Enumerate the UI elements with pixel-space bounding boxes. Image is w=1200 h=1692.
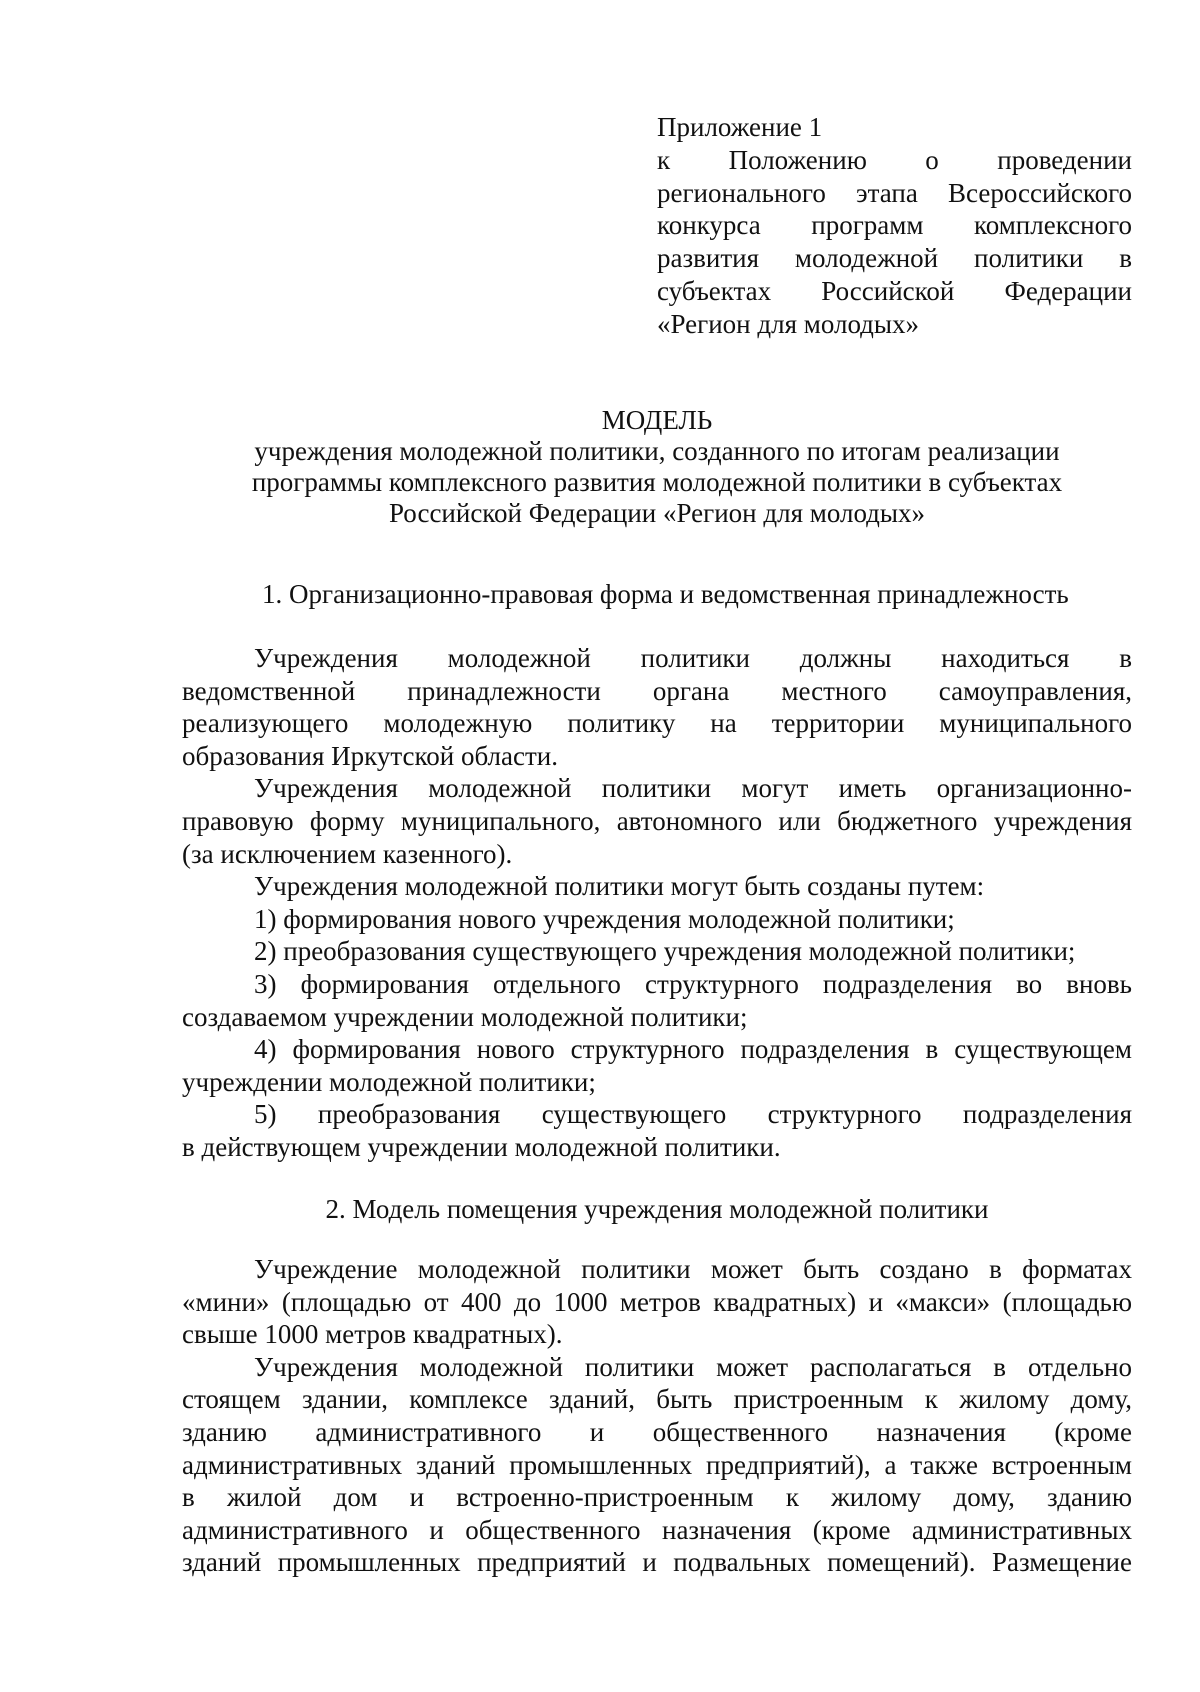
section-body — [182, 642, 1132, 1164]
paragraph-line: (за исключением казенного). — [182, 838, 513, 869]
section-body — [182, 1253, 1132, 1579]
list-item: учреждении молодежной политики; — [182, 1066, 596, 1097]
paragraph-line: образования Иркутской области. — [182, 740, 558, 771]
title-line: Российской Федерации «Регион для молодых» — [388, 498, 926, 528]
appendix-line: регионального этапа Всероссийского — [657, 177, 1132, 208]
paragraph-line: Учреждение молодежной политики может быть создано в форматах — [254, 1254, 1132, 1284]
appendix-line: к Положению о проведении — [657, 144, 1132, 175]
paragraph-line: правовую форму муниципального, автономного или бюджетного учреждения — [182, 805, 1132, 836]
list-item: создаваемом учреждении молодежной политики; — [182, 1001, 748, 1032]
document-title — [182, 405, 1132, 529]
title-line: учреждения молодежной политики, созданного по итогам реализации — [254, 436, 1060, 466]
appendix-line: «Регион для молодых» — [657, 308, 920, 339]
paragraph-line: «мини» (площадью от 400 до 1000 метров квадратных) и «макси» (площадью — [182, 1286, 1132, 1317]
appendix-line: конкурса программ комплексного — [657, 210, 1132, 241]
paragraph-line: Учреждения молодежной политики должны находиться в — [254, 643, 1132, 673]
section-heading: 1. Организационно-правовая форма и ведомственная принадлежность — [262, 579, 1069, 609]
list-item: 5) преобразования существующего структурного подразделения — [254, 1099, 1132, 1130]
paragraph-line: Учреждения молодежной политики могут быть созданы путем: — [254, 871, 985, 902]
paragraph-line: в жилой дом и встроенно-пристроенным к жилому дому, зданию — [182, 1482, 1132, 1513]
paragraph-line: свыше 1000 метров квадратных). — [182, 1319, 563, 1350]
list-item: 4) формирования нового структурного подразделения в существующем — [254, 1034, 1132, 1065]
title-main: МОДЕЛЬ — [601, 405, 713, 435]
appendix-line: развития молодежной политики в — [657, 243, 1132, 274]
paragraph-line: Учреждения молодежной политики может располагаться в отдельно — [254, 1351, 1132, 1382]
paragraph-line: Учреждения молодежной политики могут иметь организационно- — [254, 773, 1132, 804]
paragraph-line: зданию административного и общественного назначения (кроме — [182, 1416, 1132, 1447]
paragraph-line: зданий промышленных предприятий и подвальных помещений). Размещение — [182, 1547, 1132, 1578]
title-line: программы комплексного развития молодежной политики в субъектах — [251, 467, 1063, 497]
paragraph-line: стоящем здании, комплексе зданий, быть пристроенным к жилому дому, — [182, 1384, 1132, 1415]
appendix-note — [657, 111, 1132, 341]
appendix-line: субъектах Российской Федерации — [657, 275, 1132, 306]
section-heading: 2. Модель помещения учреждения молодежной политики — [325, 1194, 989, 1224]
list-item: 3) формирования отдельного структурного подразделения во вновь — [254, 968, 1132, 999]
list-item: в действующем учреждении молодежной политики. — [182, 1131, 781, 1162]
list-item: 1) формирования нового учреждения молодежной политики; — [254, 903, 955, 934]
list-item: 2) преобразования существующего учреждения молодежной политики; — [254, 936, 1076, 967]
appendix-line: Приложение 1 — [657, 112, 823, 142]
paragraph-line: административного и общественного назначения (кроме административных — [182, 1514, 1132, 1545]
paragraph-line: административных зданий промышленных предприятий), а также встроенным — [182, 1449, 1132, 1480]
paragraph-line: ведомственной принадлежности органа местного самоуправления, — [182, 675, 1132, 706]
paragraph-line: реализующего молодежную политику на территории муниципального — [182, 708, 1132, 739]
